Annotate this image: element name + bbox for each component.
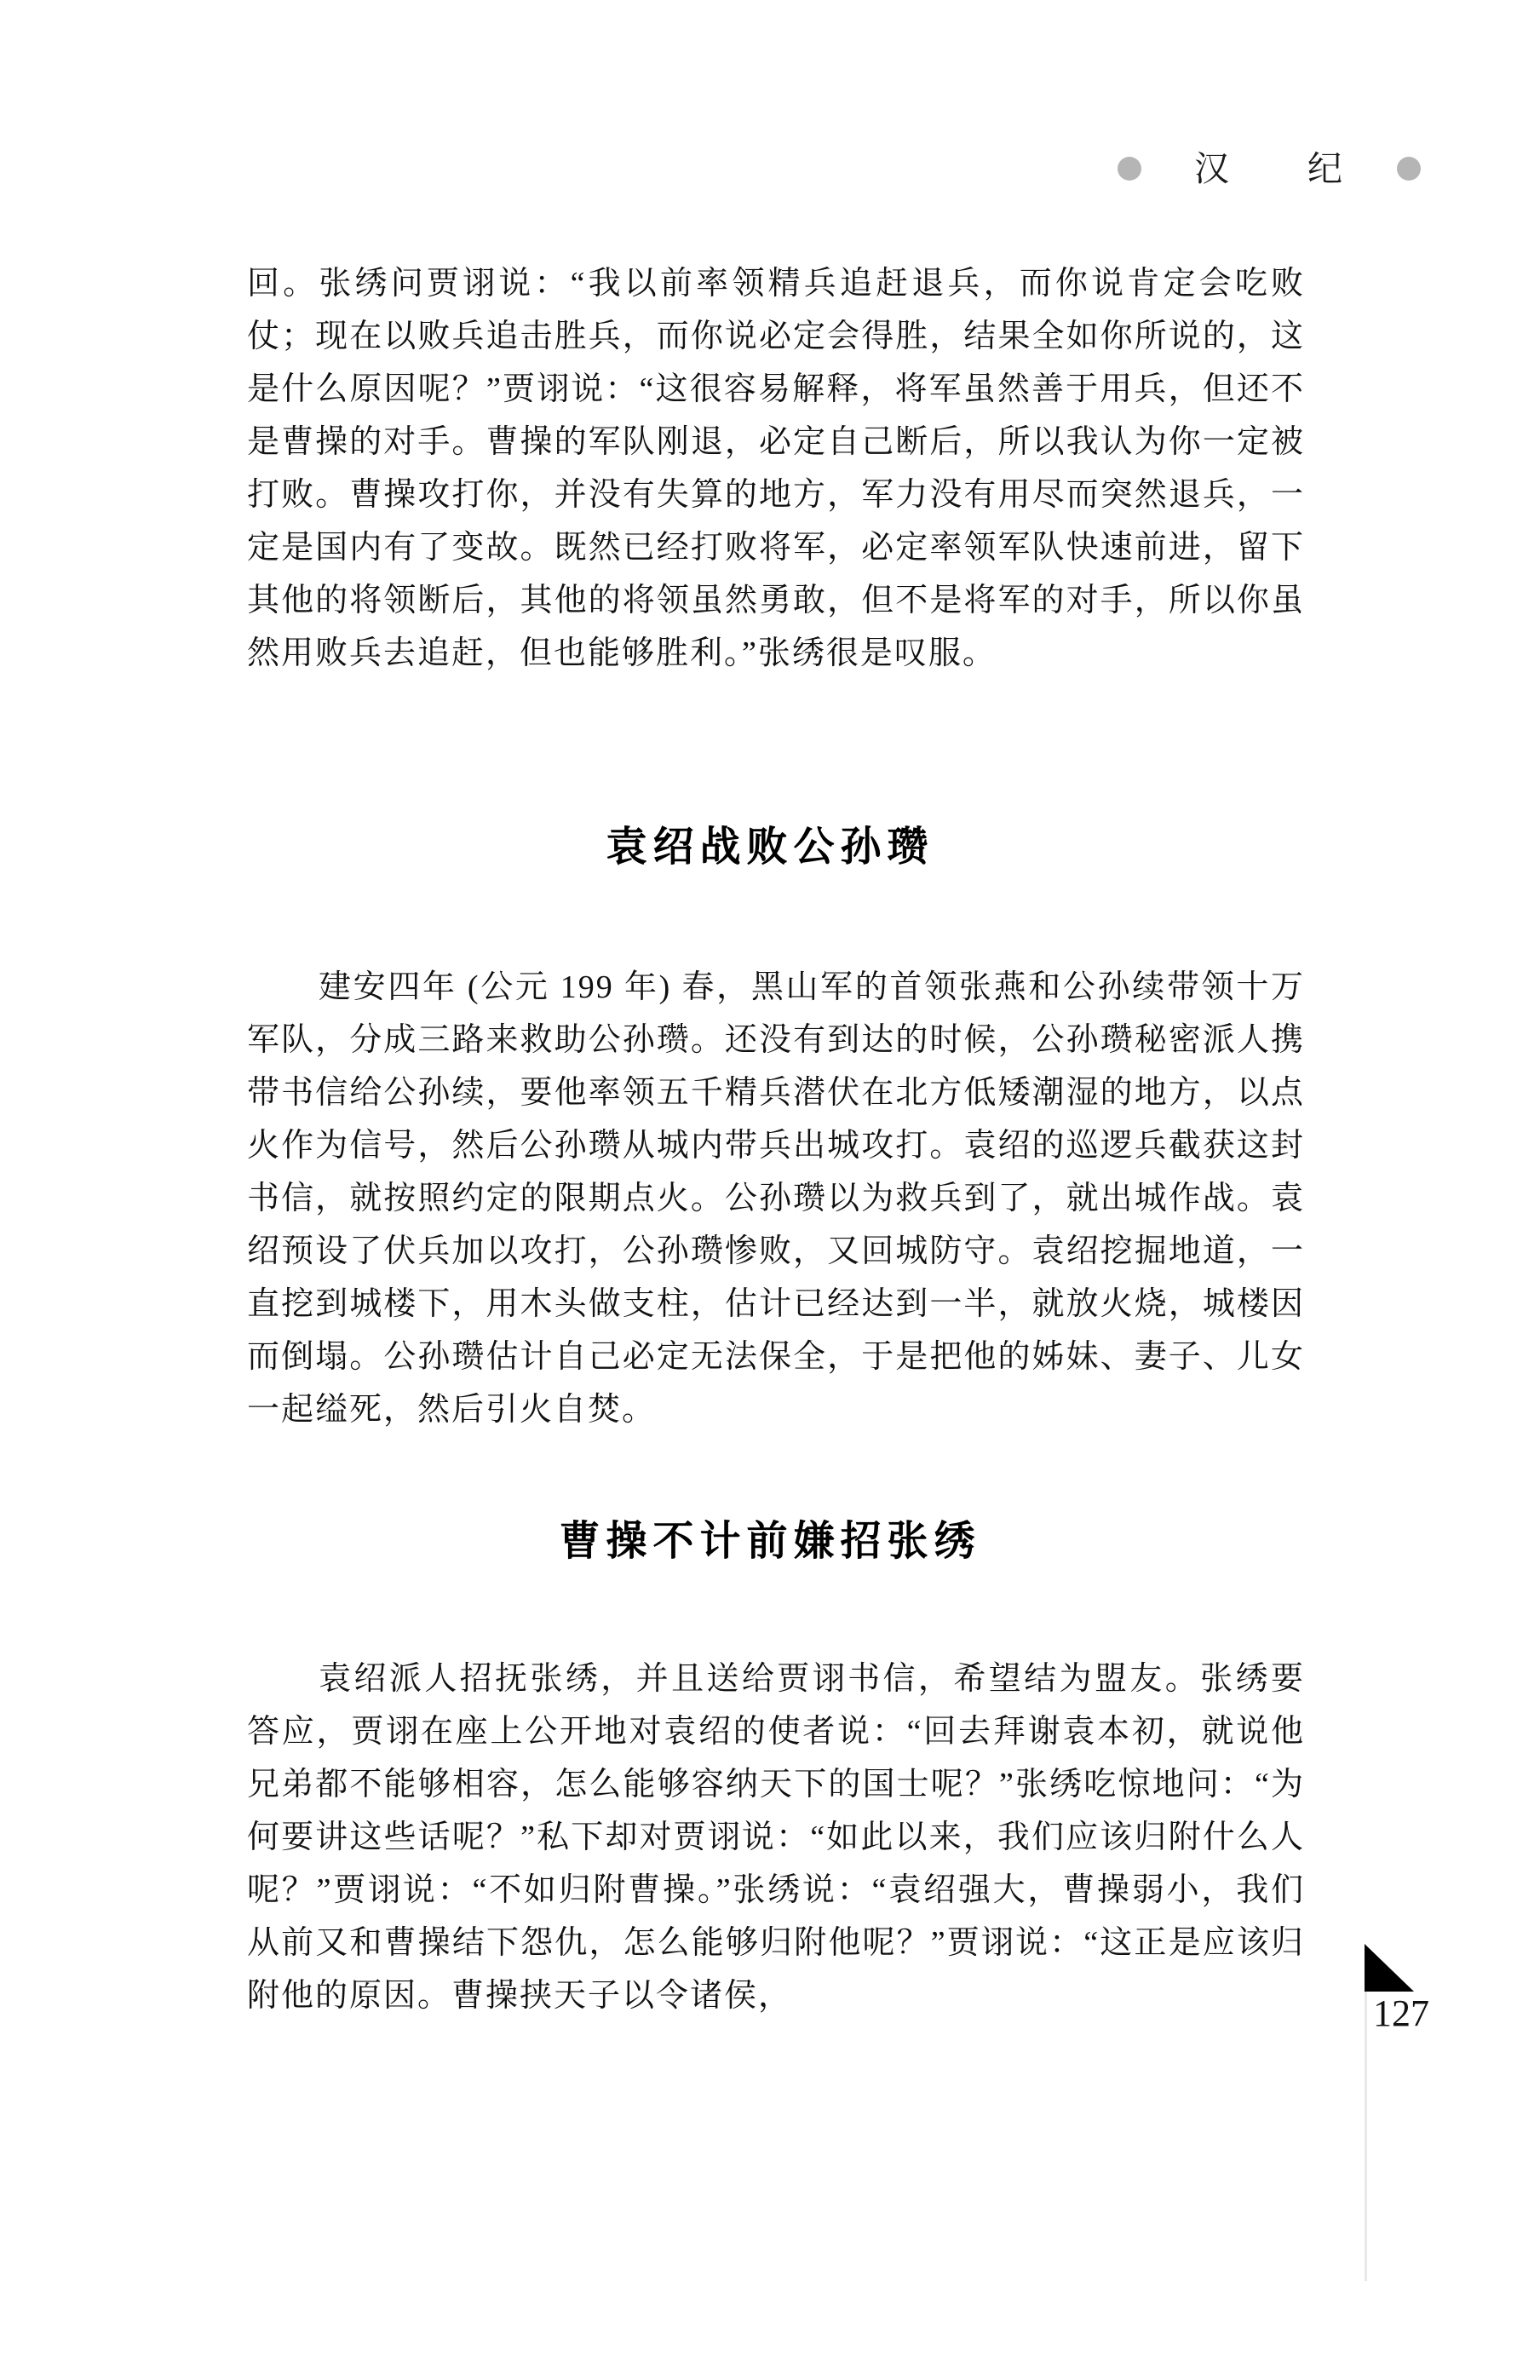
page-number: 127 [1373,1992,1429,2034]
body-paragraph-2: 建安四年 (公元 199 年) 春，黑山军的首领张燕和公孙续带领十万军队，分成三路来救助公孙瓒。还没有到达的时候，公孙瓒秘密派人携带书信给公孙续，要他率领五千精兵潜伏在北方低矮潮湿的地方，以点火作为信号，然后公孙瓒从城内带兵出城攻打。袁绍的巡逻兵截获这封书信，就按照约定的限期点火。公孙瓒以为救兵到了，就出城作战。袁绍预设了伏兵加以攻打，公孙瓒惨败，又回城防守。袁绍挖掘地道，一直挖到城楼下，用木头做支柱，估计已经达到一半，就放火烧，城楼因而倒塌。公孙瓒估计自己必定无法保全，于是把他的姊妹、妻子、儿女一起缢死，然后引火自焚。 [247,969,1305,1428]
running-header-word-2: 纪 [1307,149,1342,188]
section-heading-caocao-recruits-zhangxiu: 曹操不计前嫌招张绣 [559,1519,981,1564]
section-heading-yuanshao-defeats-gongsunzan: 袁绍战败公孙瓒 [606,825,934,870]
circle-dot-icon [1118,157,1141,181]
circle-dot-icon [1397,157,1421,181]
running-header-word-1: 汉 [1194,149,1229,188]
running-header [1118,148,1421,189]
margin-rule-line [1365,1992,1367,2281]
body-paragraph-continuation: 回。张绣问贾诩说：“我以前率领精兵追赶退兵，而你说肯定会吃败仗；现在以败兵追击胜兵，而你说必定会得胜，结果全如你所说的，这是什么原因呢？”贾诩说：“这很容易解释，将军虽然善于用兵，但还不是曹操的对手。曹操的军队刚退，必定自己断后，所以我认为你一定被打败。曹操攻打你，并没有失算的地方，军力没有用尽而突然退兵，一定是国内有了变故。既然已经打败将军，必定率领军队快速前进，留下其他的将领断后，其他的将领虽然勇敢，但不是将军的对手，所以你虽然用败兵去追赶，但也能够胜利。”张绣很是叹服。 [247,266,1305,671]
corner-triangle-icon [1365,1944,1414,1992]
body-paragraph-3: 袁绍派人招抚张绣，并且送给贾诩书信，希望结为盟友。张绣要答应，贾诩在座上公开地对袁绍的使者说：“回去拜谢袁本初，就说他兄弟都不能够相容，怎么能够容纳天下的国士呢？”张绣吃惊地问：“为何要讲这些话呢？”私下却对贾诩说：“如此以来，我们应该归附什么人呢？”贾诩说：“不如归附曹操。”张绣说：“袁绍强大，曹操弱小，我们从前又和曹操结下怨仇，怎么能够归附他呢？”贾诩说：“这正是应该归附他的原因。曹操挟天子以令诸侯， [247,1661,1305,2014]
